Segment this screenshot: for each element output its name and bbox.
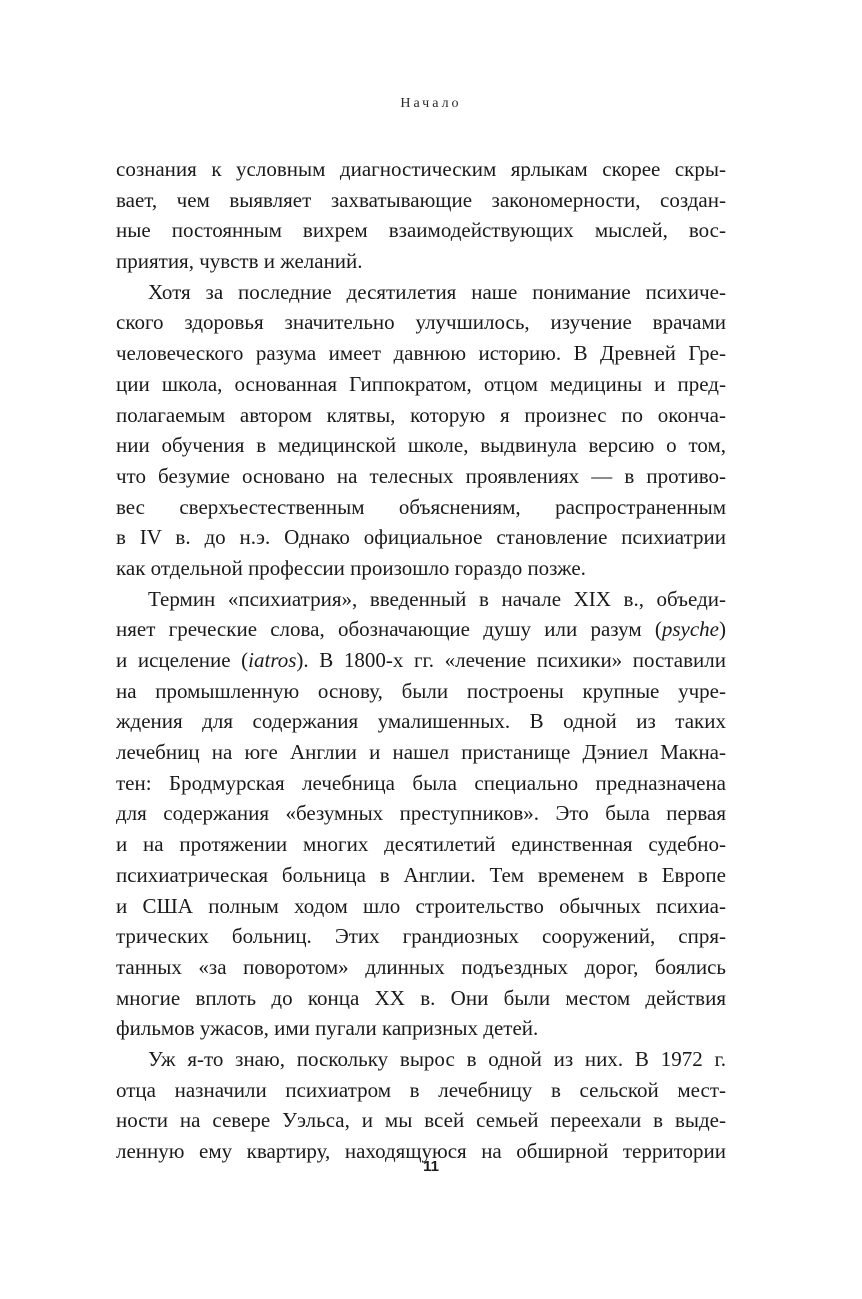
- text-line: ные постоянным вихрем взаимодействующих мыслей, вос-: [116, 218, 726, 243]
- text-line: в IV в. до н.э. Однако официальное становление психиатрии: [116, 525, 726, 550]
- text-line: что безумие основано на телесных проявлениях — в противо-: [116, 463, 726, 488]
- text-line: няет греческие слова, обозначающие душу или разум (psyche): [116, 617, 726, 642]
- text-line: сознания к условным диагностическим ярлыкам скорее скры-: [116, 157, 726, 181]
- text-line: ского здоровья значительно улучшилось, изучение врачами: [116, 310, 726, 335]
- page-number: 11: [423, 1158, 439, 1175]
- text-line: ленную ему квартиру, находящуюся на обширной территории: [116, 1139, 726, 1163]
- text-line: и исцеление (iatros). В 1800-х гг. «лечение психики» поставили: [116, 648, 726, 672]
- text-line: ждения для содержания умалишенных. В одной из таких: [116, 709, 726, 734]
- text-line: на промышленную основу, были построены крупные учре-: [116, 678, 726, 703]
- text-line: трических больниц. Этих грандиозных сооружений, спря-: [116, 924, 726, 949]
- text-line: вает, чем выявляет захватывающие закономерности, создан-: [116, 187, 726, 212]
- text-line: фильмов ужасов, ими пугали капризных детей.: [116, 1016, 539, 1041]
- text-line: танных «за поворотом» длинных подъездных дорог, боялись: [116, 954, 726, 979]
- text-line: как отдельной профессии произошло гораздо позже.: [116, 555, 586, 580]
- text-line: полагаемым автором клятвы, которую я произнес по оконча-: [116, 402, 726, 427]
- text-line: Термин «психиатрия», введенный в начале XIX в., объеди-: [148, 586, 726, 611]
- text-line: приятия, чувств и желаний.: [116, 249, 363, 274]
- text-line: и на протяжении многих десятилетий единственная судебно-: [116, 832, 726, 857]
- text-line: вес сверхъестественным объяснениям, распространенным: [116, 494, 726, 519]
- running-head: Начало: [400, 96, 462, 111]
- text-line: тен: Бродмурская лечебница была специально предназначена: [116, 770, 726, 795]
- text-line: Хотя за последние десятилетия наше понимание психиче-: [148, 279, 726, 304]
- text-line: отца назначили психиатром в лечебницу в сельской мест-: [116, 1077, 726, 1102]
- text-line: Уж я-то знаю, поскольку вырос в одной из них. В 1972 г.: [148, 1046, 726, 1071]
- text-line: для содержания «безумных преступников». Это была первая: [116, 801, 726, 826]
- text-line: человеческого разума имеет давнюю историю. В Древней Гре-: [116, 341, 726, 366]
- text-line: и США полным ходом шло строительство обычных психиа-: [116, 893, 726, 918]
- text-line: лечебниц на юге Англии и нашел пристанище Дэниел Макна-: [116, 740, 726, 765]
- text-line: многие вплоть до конца XX в. Они были местом действия: [116, 985, 726, 1010]
- text-line: ции школа, основанная Гиппократом, отцом медицины и пред-: [116, 371, 726, 396]
- text-line: ности на севере Уэльса, и мы всей семьей переехали в выде-: [116, 1108, 726, 1133]
- text-line: нии обучения в медицинской школе, выдвинула версию о том,: [116, 433, 726, 458]
- body-text: [116, 154, 726, 1167]
- text-line: психиатрическая больница в Англии. Тем временем в Европе: [116, 862, 726, 887]
